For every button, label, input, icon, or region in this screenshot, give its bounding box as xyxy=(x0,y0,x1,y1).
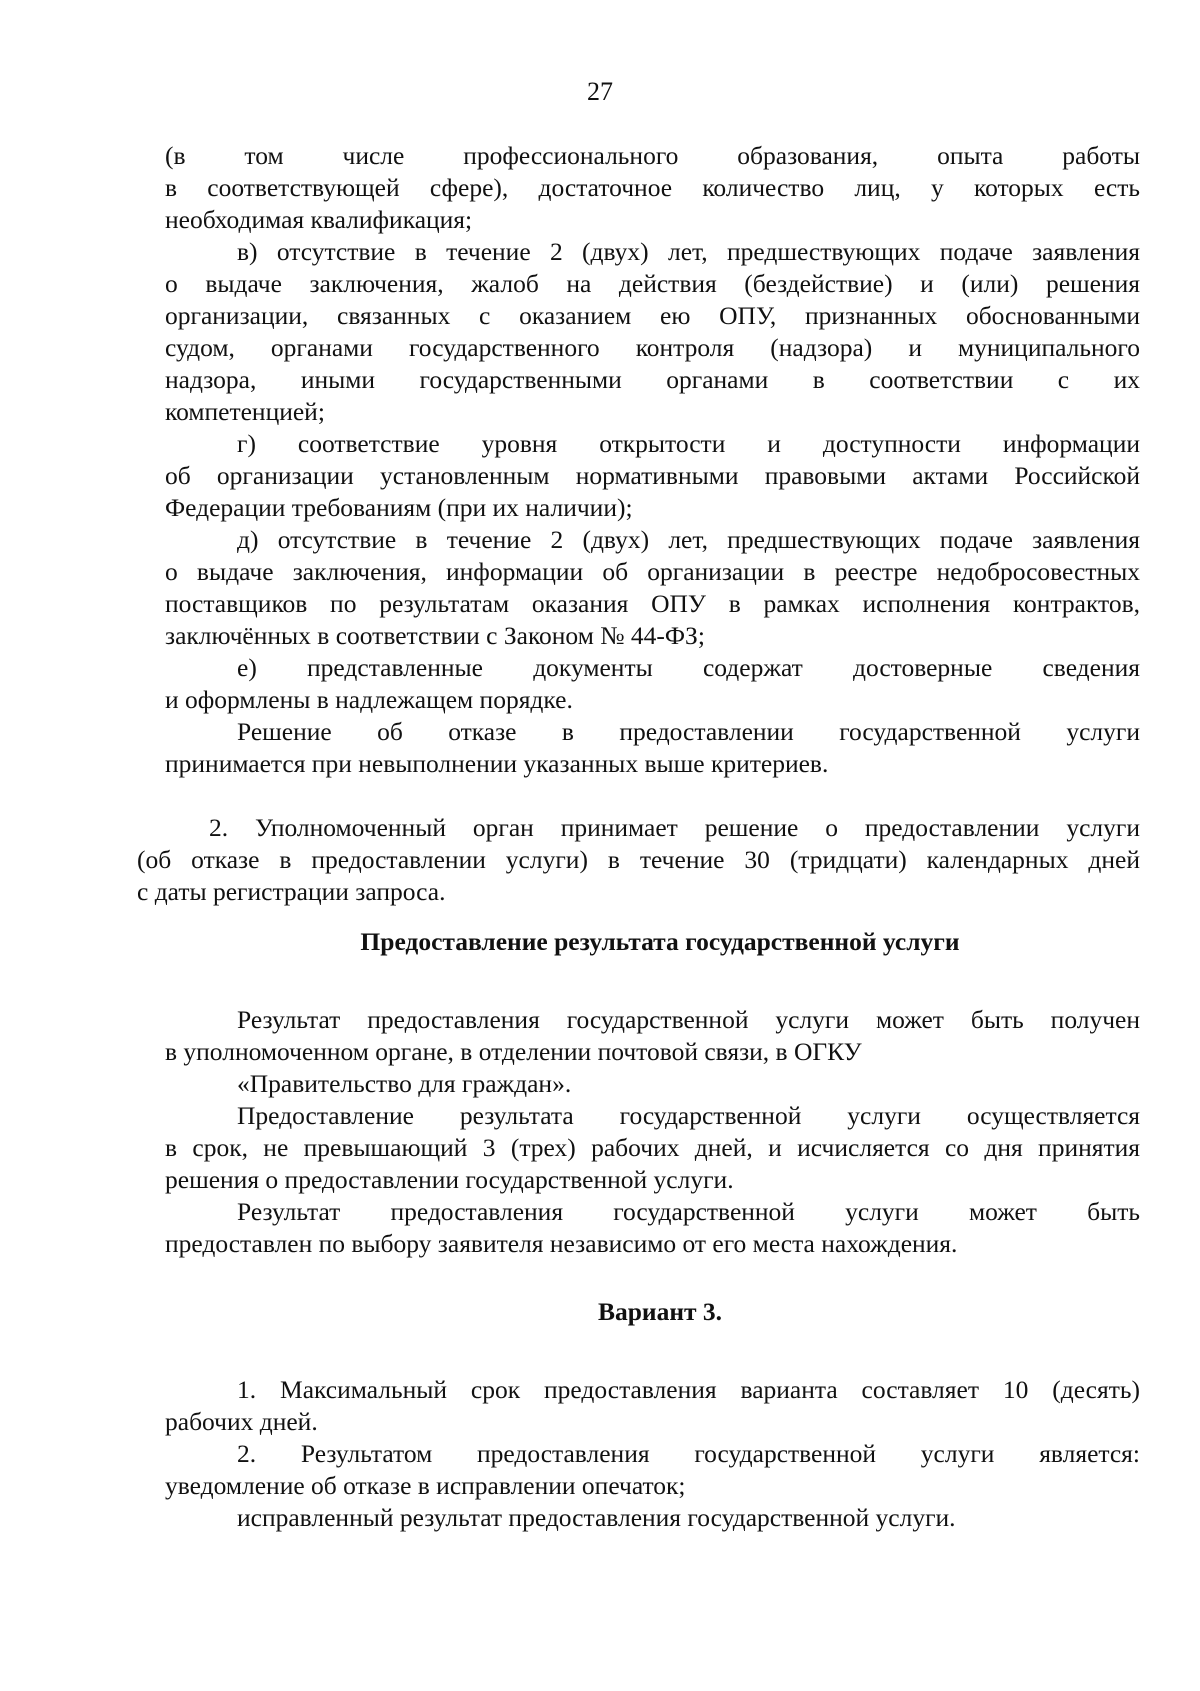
text-line: г) соответствие уровня открытости и доступности информации xyxy=(237,429,1140,458)
paragraph-variant-result xyxy=(165,1438,1140,1534)
paragraph-result-term xyxy=(165,1100,1140,1196)
text-line: решения о предоставлении государственной услуги. xyxy=(165,1165,734,1194)
section-heading-result: Предоставление результата государственной услуги xyxy=(360,927,960,956)
text-line: рабочих дней. xyxy=(165,1407,318,1436)
text-line: надзора, иными государственными органами в соответствии с их xyxy=(165,365,1140,394)
paragraph-refusal-decision xyxy=(165,716,1140,780)
text-line: поставщиков по результатам оказания ОПУ в рамках исполнения контрактов, xyxy=(165,589,1140,618)
section-result-body xyxy=(165,1004,1140,1260)
paragraph-authority-decision xyxy=(137,812,1140,908)
paragraph-max-term xyxy=(165,1374,1140,1438)
paragraph-item-e xyxy=(165,652,1140,716)
text-line: 2. Результатом предоставления государственной услуги является: xyxy=(237,1439,1140,1468)
text-line: Результат предоставления государственной услуги может быть xyxy=(237,1197,1140,1226)
text-line: д) отсутствие в течение 2 (двух) лет, предшествующих подаче заявления xyxy=(237,525,1140,554)
text-line: с даты регистрации запроса. xyxy=(137,877,446,906)
text-line: е) представленные документы содержат достоверные сведения xyxy=(237,653,1140,682)
text-line: о выдаче заключения, информации об организации в реестре недобросовестных xyxy=(165,557,1140,586)
text-line: организации, связанных с оказанием ею ОПУ, признанных обоснованными xyxy=(165,301,1140,330)
text-line: 1. Максимальный срок предоставления варианта составляет 10 (десять) xyxy=(237,1375,1140,1404)
text-line: о выдаче заключения, жалоб на действия (бездействие) и (или) решения xyxy=(165,269,1140,298)
text-line: 2. Уполномоченный орган принимает решение о предоставлении услуги xyxy=(209,813,1140,842)
section-heading-variant: Вариант 3. xyxy=(597,1297,723,1326)
paragraph-item-v xyxy=(165,236,1140,428)
text-line: об организации установленным нормативными правовыми актами Российской xyxy=(165,461,1140,490)
text-line: судом, органами государственного контроля (надзора) и муниципального xyxy=(165,333,1140,362)
text-line: в срок, не превышающий 3 (трех) рабочих дней, и исчисляется со дня принятия xyxy=(165,1133,1140,1162)
paragraph-item-d xyxy=(165,524,1140,652)
text-line: (в том числе профессионального образования, опыта работы xyxy=(165,141,1140,170)
text-line: Результат предоставления государственной услуги может быть получен xyxy=(237,1005,1140,1034)
text-line: компетенцией; xyxy=(165,397,325,426)
section-variant-body xyxy=(165,1374,1140,1534)
paragraph-result-choice xyxy=(165,1196,1140,1260)
text-line: в) отсутствие в течение 2 (двух) лет, предшествующих подаче заявления xyxy=(237,237,1140,266)
paragraph-result-place xyxy=(165,1004,1140,1100)
text-line: и оформлены в надлежащем порядке. xyxy=(165,685,573,714)
paragraph-item-g xyxy=(165,428,1140,524)
text-line: уведомление об отказе в исправлении опечаток; xyxy=(165,1471,686,1500)
text-line: Решение об отказе в предоставлении государственной услуги xyxy=(237,717,1140,746)
text-line: принимается при невыполнении указанных выше критериев. xyxy=(165,749,829,778)
text-line: в уполномоченном органе, в отделении почтовой связи, в ОГКУ xyxy=(165,1037,862,1066)
paragraph-qualification xyxy=(165,140,1140,236)
text-line: исправленный результат предоставления государственной услуги. xyxy=(237,1503,956,1532)
text-line: Предоставление результата государственной услуги осуществляется xyxy=(237,1101,1140,1130)
text-line: «Правительство для граждан». xyxy=(237,1069,572,1098)
document-body xyxy=(165,140,1140,780)
text-line: заключённых в соответствии с Законом № 44-ФЗ; xyxy=(165,621,705,650)
text-line: предоставлен по выбору заявителя независимо от его места нахождения. xyxy=(165,1229,958,1258)
text-line: (об отказе в предоставлении услуги) в течение 30 (тридцати) календарных дней xyxy=(137,845,1140,874)
page-number: 27 xyxy=(587,77,613,106)
text-line: в соответствующей сфере), достаточное количество лиц, у которых есть xyxy=(165,173,1140,202)
text-line: Федерации требованиям (при их наличии); xyxy=(165,493,633,522)
text-line: необходимая квалификация; xyxy=(165,205,473,234)
